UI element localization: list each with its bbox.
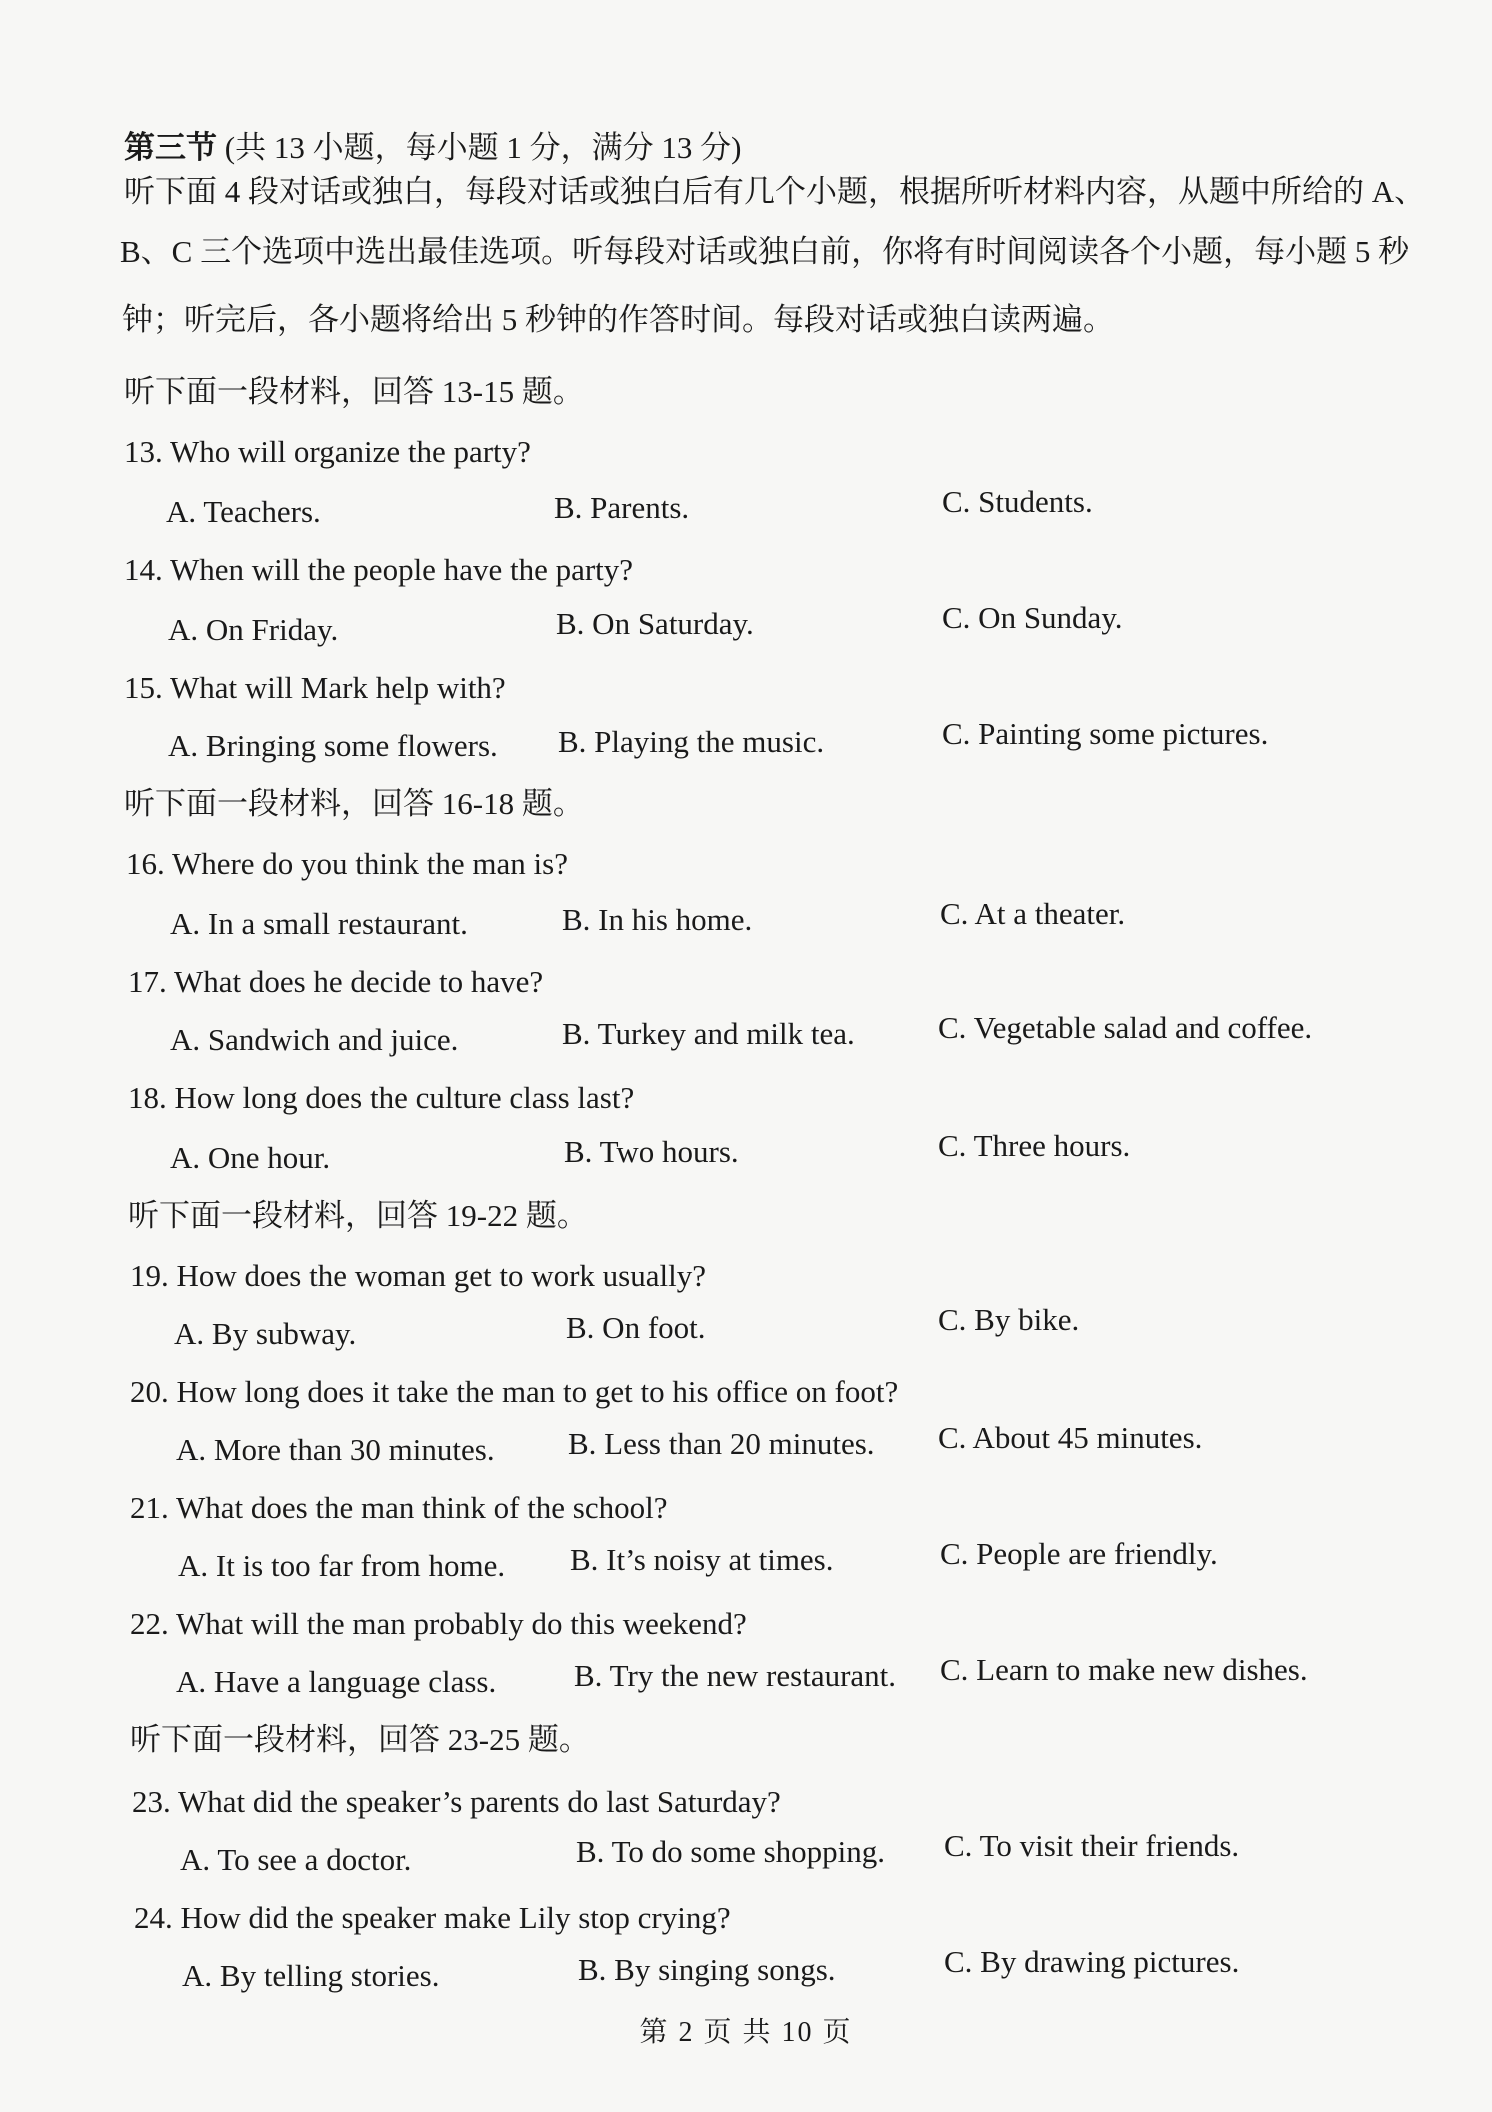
q24-option-c: C. By drawing pictures.	[944, 1944, 1240, 1979]
q16-option-a: A. In a small restaurant.	[170, 906, 468, 941]
group-intro-2: 听下面一段材料，回答 16-18 题。	[124, 786, 584, 821]
q23-option-b: B. To do some shopping.	[576, 1834, 886, 1869]
question-19: 19. How does the woman get to work usually?	[130, 1258, 706, 1293]
q17-option-a: A. Sandwich and juice.	[170, 1022, 459, 1057]
q19-option-a: A. By subway.	[174, 1316, 357, 1351]
q15-option-a: A. Bringing some flowers.	[168, 728, 498, 763]
q23-option-a: A. To see a doctor.	[180, 1842, 412, 1877]
q23-option-c: C. To visit their friends.	[944, 1828, 1240, 1863]
group-intro-1: 听下面一段材料，回答 13-15 题。	[124, 374, 584, 409]
q18-option-a: A. One hour.	[170, 1140, 331, 1175]
q22-option-b: B. Try the new restaurant.	[574, 1658, 897, 1693]
q13-option-b: B. Parents.	[554, 490, 690, 525]
question-16: 16. Where do you think the man is?	[126, 846, 568, 881]
q14-option-a: A. On Friday.	[168, 612, 339, 647]
q16-option-b: B. In his home.	[562, 902, 753, 937]
q15-option-b: B. Playing the music.	[558, 724, 825, 759]
q20-option-c: C. About 45 minutes.	[938, 1420, 1203, 1455]
q13-option-c: C. Students.	[942, 484, 1093, 519]
question-22: 22. What will the man probably do this weekend?	[130, 1606, 747, 1641]
group-intro-3: 听下面一段材料，回答 19-22 题。	[128, 1198, 588, 1233]
q19-option-b: B. On foot.	[566, 1310, 706, 1345]
q13-option-a: A. Teachers.	[166, 494, 321, 529]
q17-option-c: C. Vegetable salad and coffee.	[938, 1010, 1313, 1045]
q21-option-b: B. It’s noisy at times.	[570, 1542, 834, 1577]
q20-option-a: A. More than 30 minutes.	[176, 1432, 495, 1467]
q24-option-a: A. By telling stories.	[182, 1958, 440, 1993]
question-14: 14. When will the people have the party?	[124, 552, 634, 587]
q18-option-c: C. Three hours.	[938, 1128, 1131, 1163]
question-21: 21. What does the man think of the school?	[130, 1490, 668, 1525]
instruction-line-2: B、C 三个选项中选出最佳选项。听每段对话或独白前，你将有时间阅读各个小题，每小题 5 秒	[120, 234, 1410, 269]
instruction-line-1: 听下面 4 段对话或独白，每段对话或独白后有几个小题，根据所听材料内容，从题中所给的 A、	[124, 174, 1426, 209]
instruction-line-3: 钟；听完后，各小题将给出 5 秒钟的作答时间。每段对话或独白读两遍。	[122, 302, 1114, 337]
q14-option-b: B. On Saturday.	[556, 606, 754, 641]
q17-option-b: B. Turkey and milk tea.	[562, 1016, 855, 1051]
question-18: 18. How long does the culture class last?	[128, 1080, 635, 1115]
section-title: 第三节	[124, 130, 217, 165]
q21-option-c: C. People are friendly.	[940, 1536, 1218, 1571]
q24-option-b: B. By singing songs.	[578, 1952, 836, 1987]
q22-option-c: C. Learn to make new dishes.	[940, 1652, 1308, 1687]
group-intro-4: 听下面一段材料，回答 23-25 题。	[130, 1722, 590, 1757]
section-heading	[124, 128, 741, 168]
question-13: 13. Who will organize the party?	[124, 434, 531, 469]
q14-option-c: C. On Sunday.	[942, 600, 1123, 635]
q20-option-b: B. Less than 20 minutes.	[568, 1426, 875, 1461]
question-24: 24. How did the speaker make Lily stop crying?	[134, 1900, 731, 1935]
question-23: 23. What did the speaker’s parents do last Saturday?	[132, 1784, 781, 1819]
section-title-note: (共 13 小题，每小题 1 分，满分 13 分)	[217, 130, 742, 165]
q21-option-a: A. It is too far from home.	[178, 1548, 506, 1583]
question-15: 15. What will Mark help with?	[124, 670, 506, 705]
q18-option-b: B. Two hours.	[564, 1134, 739, 1169]
q19-option-c: C. By bike.	[938, 1302, 1080, 1337]
q22-option-a: A. Have a language class.	[176, 1664, 497, 1699]
question-17: 17. What does he decide to have?	[128, 964, 544, 999]
q16-option-c: C. At a theater.	[940, 896, 1126, 931]
page-footer: 第 2 页 共 10 页	[639, 2017, 853, 2048]
question-20: 20. How long does it take the man to get to his office on foot?	[130, 1374, 899, 1409]
q15-option-c: C. Painting some pictures.	[942, 716, 1269, 751]
